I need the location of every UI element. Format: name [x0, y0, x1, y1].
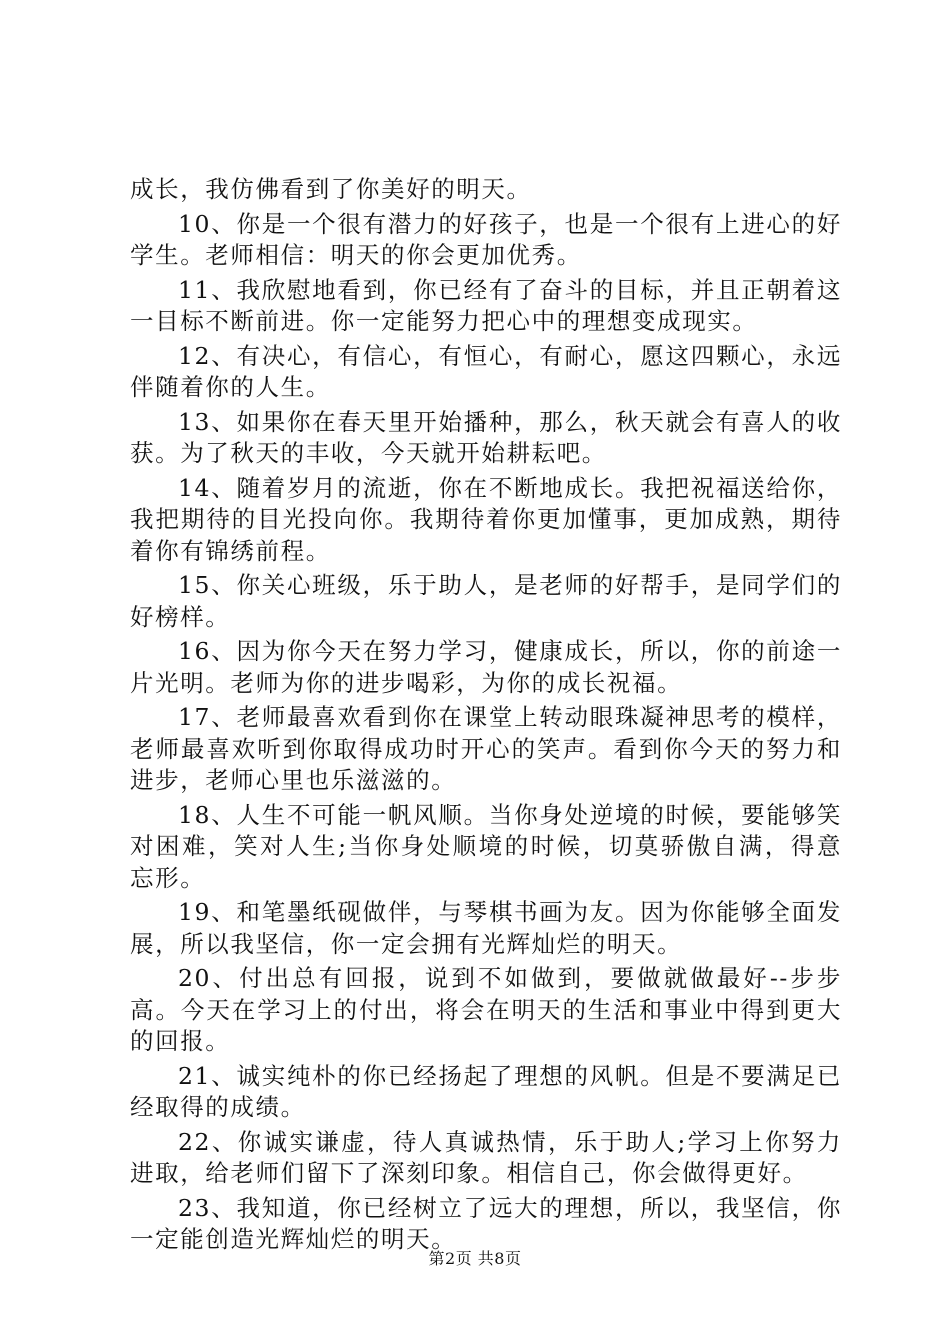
paragraph-10: 10、你是一个很有潜力的好孩子，也是一个很有上进心的好学生。老师相信：明天的你会更加优秀。	[130, 209, 842, 269]
paragraph-continuation: 成长，我仿佛看到了你美好的明天。	[130, 175, 532, 203]
page-number-label: 第2页 共8页	[428, 1249, 522, 1268]
paragraph-18: 18、人生不可能一帆风顺。当你身处逆境的时候，要能够笑对困难，笑对人生;当你身处顺境的时候，切莫骄傲自满，得意忘形。	[130, 800, 842, 892]
paragraph-13: 13、如果你在春天里开始播种，那么，秋天就会有喜人的收获。为了秋天的丰收，今天就开始耕耘吧。	[130, 407, 842, 467]
page-footer	[0, 1246, 950, 1269]
paragraph-20: 20、付出总有回报，说到不如做到，要做就做最好--步步高。今天在学习上的付出，将会在明天的生活和事业中得到更大的回报。	[130, 964, 842, 1055]
paragraph-12: 12、有决心，有信心，有恒心，有耐心，愿这四颗心，永远伴随着你的人生。	[130, 341, 842, 401]
paragraph-23: 23、我知道，你已经树立了远大的理想，所以，我坚信，你一定能创造光辉灿烂的明天。	[130, 1193, 842, 1253]
paragraph-17: 17、老师最喜欢看到你在课堂上转动眼珠凝神思考的模样，老师最喜欢听到你取得成功时开心的笑声。看到你今天的努力和进步，老师心里也乐滋滋的。	[130, 703, 842, 794]
document-body	[130, 174, 842, 1259]
paragraph-19: 19、和笔墨纸砚做伴，与琴棋书画为友。因为你能够全面发展，所以我坚信，你一定会拥有光辉灿烂的明天。	[130, 898, 842, 958]
paragraph-22: 22、你诚实谦虚，待人真诚热情，乐于助人;学习上你努力进取，给老师们留下了深刻印象。相信自己，你会做得更好。	[130, 1127, 842, 1187]
paragraph-21: 21、诚实纯朴的你已经扬起了理想的风帆。但是不要满足已经取得的成绩。	[130, 1061, 842, 1121]
paragraph-11: 11、我欣慰地看到，你已经有了奋斗的目标，并且正朝着这一目标不断前进。你一定能努力把心中的理想变成现实。	[130, 275, 842, 335]
paragraph-14: 14、随着岁月的流逝，你在不断地成长。我把祝福送给你，我把期待的目光投向你。我期待着你更加懂事，更加成熟，期待着你有锦绣前程。	[130, 473, 842, 565]
paragraph-15: 15、你关心班级，乐于助人，是老师的好帮手，是同学们的好榜样。	[130, 571, 842, 631]
paragraph-16: 16、因为你今天在努力学习，健康成长，所以，你的前途一片光明。老师为你的进步喝彩，为你的成长祝福。	[130, 637, 842, 697]
